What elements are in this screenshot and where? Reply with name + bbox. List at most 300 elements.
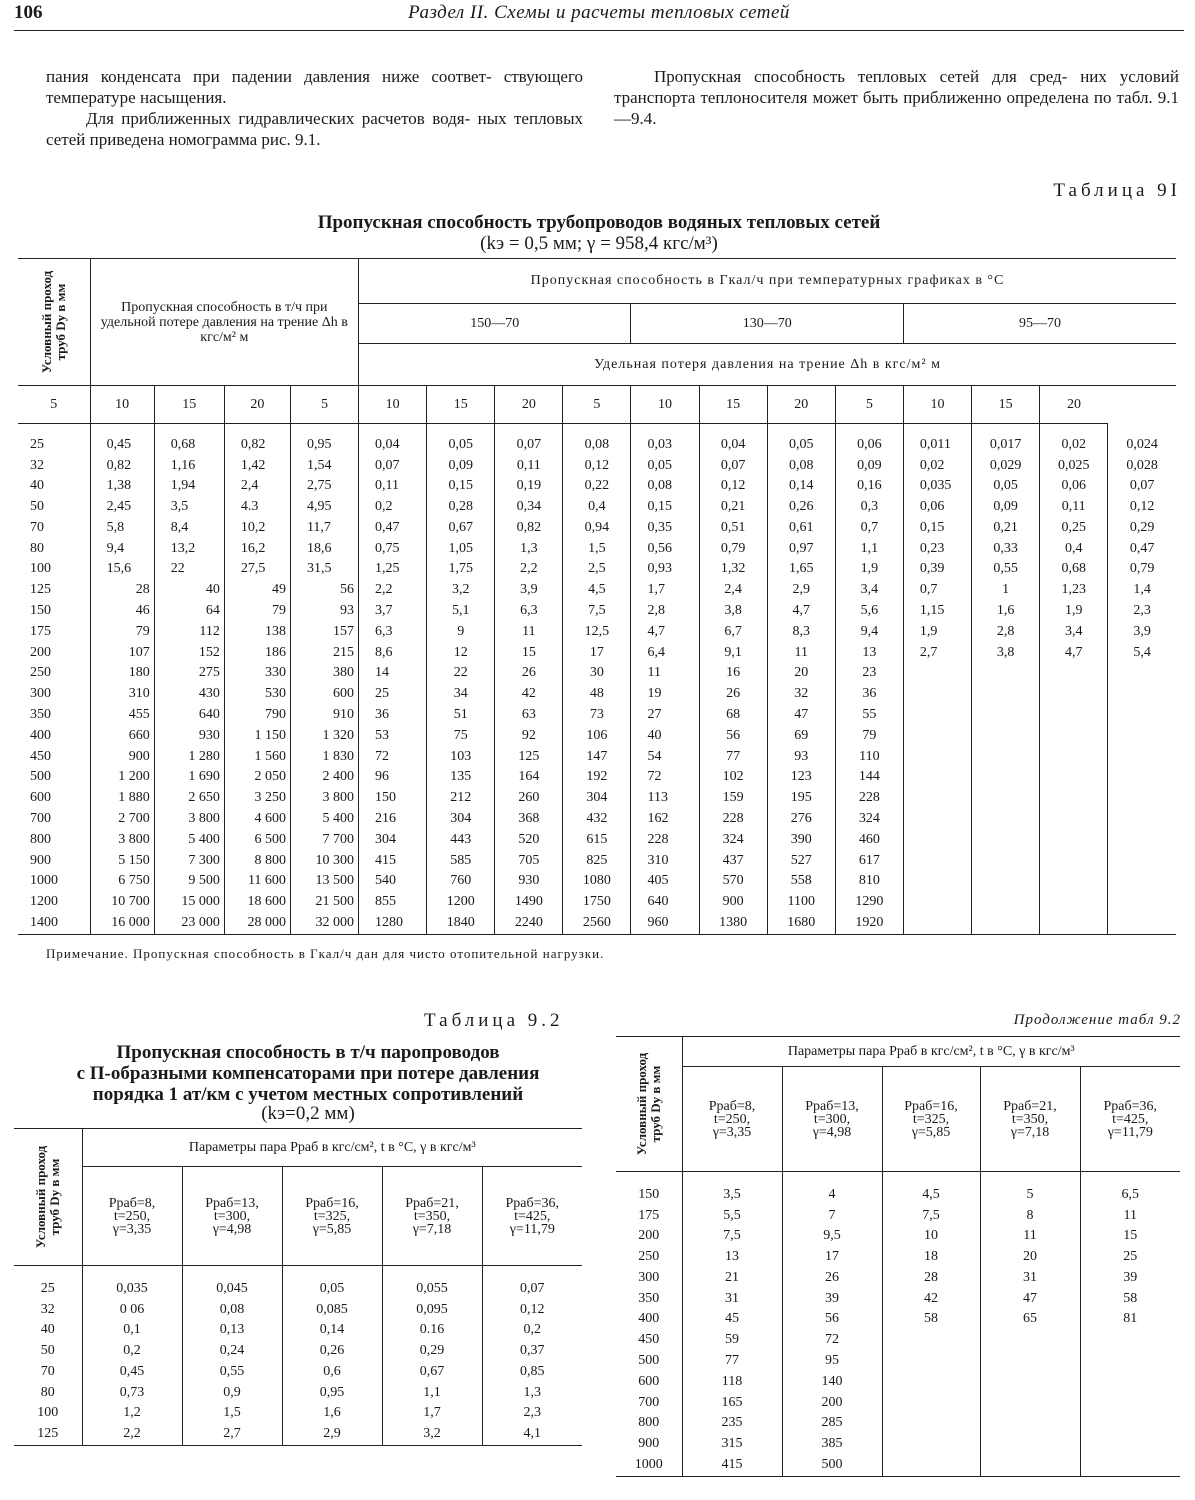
table-cell: 1 880 bbox=[90, 788, 154, 809]
table-cell bbox=[1108, 726, 1176, 747]
table-cell: 72 bbox=[359, 747, 427, 768]
table2-body bbox=[14, 1266, 582, 1446]
table-cell: 3,9 bbox=[495, 580, 563, 601]
table-cell: 25 bbox=[14, 1266, 82, 1300]
table-cell: 385 bbox=[782, 1434, 882, 1455]
table-cell: 25 bbox=[359, 684, 427, 705]
table-cell: 40 bbox=[14, 1320, 82, 1341]
table-cell: 1,25 bbox=[359, 559, 427, 580]
table-cell: 1,32 bbox=[699, 559, 767, 580]
table-cell: 6,7 bbox=[699, 622, 767, 643]
table-cell: 1400 bbox=[18, 913, 90, 934]
table-cell: 500 bbox=[18, 767, 90, 788]
table-row bbox=[18, 497, 1176, 518]
table-cell: 0,61 bbox=[767, 518, 835, 539]
table-cell: 1,9 bbox=[1040, 601, 1108, 622]
table-cell: 4,7 bbox=[631, 622, 699, 643]
table-cell: 1,38 bbox=[90, 476, 154, 497]
table-cell bbox=[1040, 747, 1108, 768]
table-cell: 0,47 bbox=[359, 518, 427, 539]
table-cell: 0,28 bbox=[427, 497, 495, 518]
table-cell: 6 750 bbox=[90, 871, 154, 892]
table-row bbox=[616, 1351, 1180, 1372]
table-cell: 0,08 bbox=[563, 424, 631, 456]
table-row bbox=[14, 1424, 582, 1445]
table-cell: 0,11 bbox=[495, 456, 563, 477]
table-cell: 570 bbox=[699, 871, 767, 892]
table-cell: 27 bbox=[631, 705, 699, 726]
table-cell: 1000 bbox=[616, 1455, 682, 1476]
table-cell: 8 bbox=[980, 1206, 1080, 1227]
table-cell: 1,9 bbox=[903, 622, 971, 643]
table-cell: 56 bbox=[782, 1309, 882, 1330]
table-cell: 500 bbox=[616, 1351, 682, 1372]
table-cell bbox=[1080, 1330, 1180, 1351]
table1-mass-header: Пропускная способность в т/ч при удельной потере давления на трение Δh в кгс/м² м bbox=[90, 259, 358, 386]
table-cell: 0,07 bbox=[1129, 478, 1155, 494]
table-cell bbox=[1080, 1351, 1180, 1372]
table-cell: 930 bbox=[154, 726, 224, 747]
table-cell: 0,06 bbox=[1040, 476, 1108, 497]
table-cell: 6 500 bbox=[224, 830, 290, 851]
steam-param-line: t=250, bbox=[713, 1111, 751, 1127]
steam-param-line: Pраб=8, bbox=[708, 1098, 756, 1114]
table-cell: 460 bbox=[835, 830, 903, 851]
table-cell: 1,6 bbox=[282, 1403, 382, 1424]
table-row bbox=[14, 1266, 582, 1300]
table-cell: 0,21 bbox=[972, 518, 1040, 539]
table-cell bbox=[882, 1455, 980, 1476]
table-cell: 18 bbox=[882, 1247, 980, 1268]
steam-param-line: Pраб=36, bbox=[505, 1195, 560, 1211]
table-cell: 3 800 bbox=[154, 809, 224, 830]
table-row bbox=[18, 601, 1176, 622]
table-cell: 32 bbox=[14, 1300, 82, 1321]
table-cell: 31,5 bbox=[290, 559, 358, 580]
table-cell bbox=[980, 1351, 1080, 1372]
table2-label: Таблица 9.2 bbox=[424, 1010, 564, 1031]
table-cell: 0,07 bbox=[495, 424, 563, 456]
table-cell: 855 bbox=[359, 892, 427, 913]
table-cell: 2,4 bbox=[699, 580, 767, 601]
table-row bbox=[616, 1330, 1180, 1351]
table-cell bbox=[972, 788, 1040, 809]
table-cell: 0,05 bbox=[282, 1266, 382, 1300]
table-cell: 45 bbox=[682, 1309, 782, 1330]
table-cell: 215 bbox=[290, 643, 358, 664]
table-cell: 3,2 bbox=[382, 1424, 482, 1445]
table-cell: 4.3 bbox=[224, 497, 290, 518]
table-row bbox=[14, 1320, 582, 1341]
table-cell bbox=[903, 913, 971, 934]
table-cell: 600 bbox=[290, 684, 358, 705]
table-cell: 0,35 bbox=[631, 518, 699, 539]
table2-params-header: Параметры пара Pраб в кгс/см², t в °С, γ в кгс/м³ bbox=[82, 1129, 582, 1167]
table-cell: 900 bbox=[616, 1434, 682, 1455]
table-cell: 12,5 bbox=[563, 622, 631, 643]
table-cell: 825 bbox=[563, 851, 631, 872]
table-cell: 110 bbox=[835, 747, 903, 768]
table1-subcol: 10 bbox=[359, 386, 427, 424]
table-cell: 0,73 bbox=[82, 1383, 182, 1404]
table-cell: 558 bbox=[767, 871, 835, 892]
table-cell: 70 bbox=[18, 518, 90, 539]
table-cell: 55 bbox=[835, 705, 903, 726]
table-cell: 315 bbox=[682, 1434, 782, 1455]
table-cell: 0,21 bbox=[699, 497, 767, 518]
table-cell bbox=[1108, 851, 1176, 872]
table-cell: 8,3 bbox=[767, 622, 835, 643]
table-cell: 9 500 bbox=[154, 871, 224, 892]
table-cell: 42 bbox=[882, 1289, 980, 1310]
table-cell: 3 250 bbox=[224, 788, 290, 809]
table-cell: 900 bbox=[699, 892, 767, 913]
table1-heat-header: Пропускная способность в Гкал/ч при температурных графиках в °С bbox=[359, 259, 1176, 304]
table-cell: 113 bbox=[631, 788, 699, 809]
steam-param-line: γ=3,35 bbox=[112, 1221, 152, 1237]
table-cell: 11 bbox=[631, 663, 699, 684]
table-cell: 11 bbox=[767, 643, 835, 664]
table-cell: 304 bbox=[563, 788, 631, 809]
table-cell: 0 06 bbox=[82, 1300, 182, 1321]
table-cell: 6,3 bbox=[495, 601, 563, 622]
table-cell: 228 bbox=[699, 809, 767, 830]
table-cell: 79 bbox=[224, 601, 290, 622]
table-cell: 2,5 bbox=[563, 559, 631, 580]
table-cell bbox=[1040, 913, 1108, 934]
table-cell: 1280 bbox=[359, 913, 427, 934]
table-cell: 195 bbox=[767, 788, 835, 809]
table-row bbox=[616, 1268, 1180, 1289]
table-cell: 26 bbox=[782, 1268, 882, 1289]
table-cell: 192 bbox=[563, 767, 631, 788]
table-cell: 1,65 bbox=[767, 559, 835, 580]
table-row bbox=[18, 622, 1176, 643]
steam-param-line: γ=7,18 bbox=[412, 1221, 452, 1237]
table-cell bbox=[1108, 747, 1176, 768]
table-cell bbox=[972, 684, 1040, 705]
table-cell bbox=[1040, 809, 1108, 830]
steam-params-header bbox=[782, 1067, 882, 1172]
table-cell: 150 bbox=[616, 1172, 682, 1206]
table-cell: 11,7 bbox=[290, 518, 358, 539]
table-cell bbox=[1108, 663, 1176, 684]
table-cell: 415 bbox=[682, 1455, 782, 1476]
steam-param-line: γ=11,79 bbox=[1107, 1124, 1153, 1140]
table-cell: 147 bbox=[563, 747, 631, 768]
table-cell bbox=[1040, 788, 1108, 809]
table-row bbox=[616, 1289, 1180, 1310]
table-cell: 0,67 bbox=[427, 518, 495, 539]
table-cell: 26 bbox=[495, 663, 563, 684]
steam-param-line: γ=7,18 bbox=[1010, 1124, 1050, 1140]
steam-param-line: t=425, bbox=[1112, 1111, 1149, 1127]
table-cell: 0,15 bbox=[427, 476, 495, 497]
table-cell: 0,9 bbox=[182, 1383, 282, 1404]
table-cell: 1,6 bbox=[972, 601, 1040, 622]
table-cell: 0,08 bbox=[767, 456, 835, 477]
table-cell: 23 000 bbox=[154, 913, 224, 934]
steam-param-line: γ=11,79 bbox=[509, 1221, 555, 1237]
table-cell: 180 bbox=[90, 663, 154, 684]
table-cell: 4,5 bbox=[882, 1172, 980, 1206]
table-cell: 1,7 bbox=[382, 1403, 482, 1424]
table-cell: 3,9 bbox=[1133, 623, 1151, 639]
table-cell: 7,5 bbox=[682, 1226, 782, 1247]
table-cell: 6,3 bbox=[359, 622, 427, 643]
table-cell: 304 bbox=[359, 830, 427, 851]
table2cont bbox=[616, 1036, 1180, 1477]
table-cell: 0,95 bbox=[282, 1383, 382, 1404]
table-row bbox=[14, 1300, 582, 1321]
table-cell: 0,55 bbox=[972, 559, 1040, 580]
table1-subtitle: (kэ = 0,5 мм; γ = 958,4 кгс/м³) bbox=[480, 233, 718, 254]
table-cell: 12 bbox=[427, 643, 495, 664]
table-cell bbox=[972, 726, 1040, 747]
table-cell bbox=[882, 1393, 980, 1414]
table-cell: 3,8 bbox=[972, 643, 1040, 664]
table-cell bbox=[972, 663, 1040, 684]
table-cell: 7,5 bbox=[882, 1206, 980, 1227]
table-cell bbox=[972, 705, 1040, 726]
table-cell: 200 bbox=[782, 1393, 882, 1414]
table-cell: 40 bbox=[18, 476, 90, 497]
table-cell: 0,029 bbox=[972, 456, 1040, 477]
steam-param-line: Pраб=36, bbox=[1103, 1098, 1158, 1114]
table-cell: 0,14 bbox=[282, 1320, 382, 1341]
table-cell: 275 bbox=[154, 663, 224, 684]
table-cell: 77 bbox=[682, 1351, 782, 1372]
table-row bbox=[18, 456, 1176, 477]
table-cell: 0,19 bbox=[495, 476, 563, 497]
table-cell bbox=[980, 1330, 1080, 1351]
table-cell: 28 000 bbox=[224, 913, 290, 934]
table-cell: 77 bbox=[699, 747, 767, 768]
table-cell: 640 bbox=[631, 892, 699, 913]
table-cell: 0,94 bbox=[563, 518, 631, 539]
table1-title: Пропускная способность трубопроводов водяных тепловых сетей bbox=[317, 212, 881, 233]
table-cell bbox=[1108, 871, 1176, 892]
table-row bbox=[18, 539, 1176, 560]
table-cell: 106 bbox=[563, 726, 631, 747]
table-row bbox=[616, 1455, 1180, 1476]
table-cell: 810 bbox=[835, 871, 903, 892]
table-cell bbox=[972, 892, 1040, 913]
table-cell: 72 bbox=[782, 1330, 882, 1351]
table-cell: 2 050 bbox=[224, 767, 290, 788]
table-cell: 58 bbox=[882, 1309, 980, 1330]
table-cell: 36 bbox=[835, 684, 903, 705]
table-cell: 80 bbox=[14, 1383, 82, 1404]
table-cell: 4,1 bbox=[523, 1426, 542, 1442]
table-cell: 430 bbox=[154, 684, 224, 705]
table-cell: 69 bbox=[767, 726, 835, 747]
table-cell: 3,2 bbox=[427, 580, 495, 601]
page-number: 106 bbox=[14, 2, 43, 23]
table-cell: 0,26 bbox=[282, 1341, 382, 1362]
table-cell: 10 300 bbox=[290, 851, 358, 872]
table-cell: 100 bbox=[18, 559, 90, 580]
table-cell: 27,5 bbox=[224, 559, 290, 580]
table-cell bbox=[972, 809, 1040, 830]
table-cell: 285 bbox=[782, 1413, 882, 1434]
table2 bbox=[14, 1128, 582, 1446]
table1-subcol: 15 bbox=[154, 386, 224, 424]
table-cell: 49 bbox=[224, 580, 290, 601]
table-cell: 455 bbox=[90, 705, 154, 726]
table-cell: 23 bbox=[835, 663, 903, 684]
table-cell: 11 bbox=[1123, 1207, 1138, 1223]
table-cell: 25 bbox=[1123, 1249, 1138, 1265]
steam-param-line: γ=4,98 bbox=[812, 1124, 852, 1140]
table1-subcol: 5 bbox=[835, 386, 903, 424]
table-cell: 0,4 bbox=[563, 497, 631, 518]
table-cell: 0,06 bbox=[903, 497, 971, 518]
table-cell: 15 000 bbox=[154, 892, 224, 913]
table-cell: 0,12 bbox=[1129, 499, 1155, 515]
table1-subcol: 20 bbox=[767, 386, 835, 424]
table-cell: 1,5 bbox=[563, 539, 631, 560]
table2-title-line-3: порядка 1 ат/км с учетом местных сопротивлений bbox=[92, 1084, 524, 1105]
table-cell: 0,95 bbox=[290, 424, 358, 456]
table1-note: Примечание. Пропускная способность в Гкал/ч дан для чисто отопительной нагрузки. bbox=[46, 946, 605, 961]
table-cell: 1 150 bbox=[224, 726, 290, 747]
table-cell: 2,3 bbox=[1133, 603, 1151, 619]
steam-params-header bbox=[882, 1067, 980, 1172]
table-cell: 150 bbox=[359, 788, 427, 809]
table-cell: 330 bbox=[224, 663, 290, 684]
table-cell: 235 bbox=[682, 1413, 782, 1434]
table-cell: 930 bbox=[495, 871, 563, 892]
table-cell: 53 bbox=[359, 726, 427, 747]
table-cell: 79 bbox=[90, 622, 154, 643]
table-row bbox=[18, 892, 1176, 913]
steam-params-header bbox=[82, 1167, 182, 1266]
intro-left-paragraph-2: Для приближенных гидравлических расчетов водя- ных тепловых сетей приведена номограмма рис. 9.1. bbox=[46, 109, 583, 149]
table-row bbox=[616, 1393, 1180, 1414]
table-row bbox=[18, 726, 1176, 747]
table-cell: 0,02 bbox=[903, 456, 971, 477]
table-row bbox=[18, 871, 1176, 892]
table-cell: 13 bbox=[835, 643, 903, 664]
table-cell: 530 bbox=[224, 684, 290, 705]
table-cell: 21 bbox=[682, 1268, 782, 1289]
table-cell: 324 bbox=[835, 809, 903, 830]
table-cell: 70 bbox=[14, 1362, 82, 1383]
table-cell: 0,095 bbox=[382, 1300, 482, 1321]
table-cell: 64 bbox=[154, 601, 224, 622]
table-cell: 3,7 bbox=[359, 601, 427, 622]
steam-param-line: t=300, bbox=[213, 1208, 251, 1224]
table2-title-line-2: с П-образными компенсаторами при потере давления bbox=[76, 1063, 540, 1084]
table-cell: 31 bbox=[682, 1289, 782, 1310]
table-cell: 368 bbox=[495, 809, 563, 830]
table-cell: 0,7 bbox=[903, 580, 971, 601]
steam-params-header bbox=[1080, 1067, 1180, 1172]
table-cell: 22 bbox=[154, 559, 224, 580]
table2cont-body bbox=[616, 1172, 1180, 1477]
table-cell: 30 bbox=[563, 663, 631, 684]
table-cell: 1,05 bbox=[427, 539, 495, 560]
page-header bbox=[14, 0, 1184, 31]
steam-param-line: t=300, bbox=[813, 1111, 851, 1127]
table-cell bbox=[972, 830, 1040, 851]
table-cell: 1490 bbox=[495, 892, 563, 913]
table-cell: 10 700 bbox=[90, 892, 154, 913]
table-cell: 9,4 bbox=[835, 622, 903, 643]
table-cell: 16,2 bbox=[224, 539, 290, 560]
table-cell: 350 bbox=[616, 1289, 682, 1310]
table-row bbox=[616, 1372, 1180, 1393]
table-cell: 59 bbox=[682, 1330, 782, 1351]
running-title: Раздел II. Схемы и расчеты тепловых сетей bbox=[408, 2, 790, 23]
steam-param-line: Pраб=16, bbox=[305, 1195, 359, 1211]
table-cell: 152 bbox=[154, 643, 224, 664]
table-row bbox=[14, 1403, 582, 1424]
table-cell: 1080 bbox=[563, 871, 631, 892]
table-cell: 0,45 bbox=[90, 424, 154, 456]
table-cell: 9,1 bbox=[699, 643, 767, 664]
table-cell: 46 bbox=[90, 601, 154, 622]
table-cell: 1680 bbox=[767, 913, 835, 934]
table-cell: 0,56 bbox=[631, 539, 699, 560]
table-cell: 68 bbox=[699, 705, 767, 726]
table-cell bbox=[972, 767, 1040, 788]
table-cell: 28 bbox=[90, 580, 154, 601]
table-cell: 1,9 bbox=[835, 559, 903, 580]
table-cell: 380 bbox=[290, 663, 358, 684]
table-cell bbox=[1108, 892, 1176, 913]
steam-param-line: Pраб=13, bbox=[805, 1098, 859, 1114]
table-cell: 10 bbox=[882, 1226, 980, 1247]
table-cell bbox=[980, 1413, 1080, 1434]
table-cell: 0,05 bbox=[767, 424, 835, 456]
steam-params-header bbox=[182, 1167, 282, 1266]
table-cell: 5,6 bbox=[835, 601, 903, 622]
table-cell: 0,017 bbox=[972, 424, 1040, 456]
table-cell: 600 bbox=[18, 788, 90, 809]
table-cell: 5,4 bbox=[1133, 644, 1151, 660]
table1-diameter-header: Условный проход труб Dу в мм bbox=[18, 259, 90, 386]
intro-left-column bbox=[46, 66, 583, 150]
table-cell: 48 bbox=[563, 684, 631, 705]
table-cell: 3,4 bbox=[1040, 622, 1108, 643]
table-cell: 2,7 bbox=[903, 643, 971, 664]
table-cell: 260 bbox=[495, 788, 563, 809]
table-cell: 47 bbox=[767, 705, 835, 726]
table-cell: 1,3 bbox=[523, 1384, 542, 1400]
table-cell: 40 bbox=[154, 580, 224, 601]
table-cell: 300 bbox=[18, 684, 90, 705]
table-cell: 2,9 bbox=[282, 1424, 382, 1445]
table-cell: 0,085 bbox=[282, 1300, 382, 1321]
table-cell: 900 bbox=[18, 851, 90, 872]
steam-param-line: t=325, bbox=[912, 1111, 950, 1127]
table2cont-label: Продолжение табл 9.2 bbox=[1013, 1012, 1181, 1028]
table-cell: 800 bbox=[18, 830, 90, 851]
table-cell: 7 bbox=[782, 1206, 882, 1227]
table-cell: 72 bbox=[631, 767, 699, 788]
table-cell: 5 150 bbox=[90, 851, 154, 872]
table-cell: 175 bbox=[18, 622, 90, 643]
table-cell: 157 bbox=[290, 622, 358, 643]
table-cell: 2240 bbox=[495, 913, 563, 934]
table-cell: 150 bbox=[18, 601, 90, 622]
table-cell: 65 bbox=[980, 1309, 1080, 1330]
table-cell: 0,12 bbox=[699, 476, 767, 497]
table-row bbox=[18, 424, 1176, 456]
table-cell: 400 bbox=[18, 726, 90, 747]
